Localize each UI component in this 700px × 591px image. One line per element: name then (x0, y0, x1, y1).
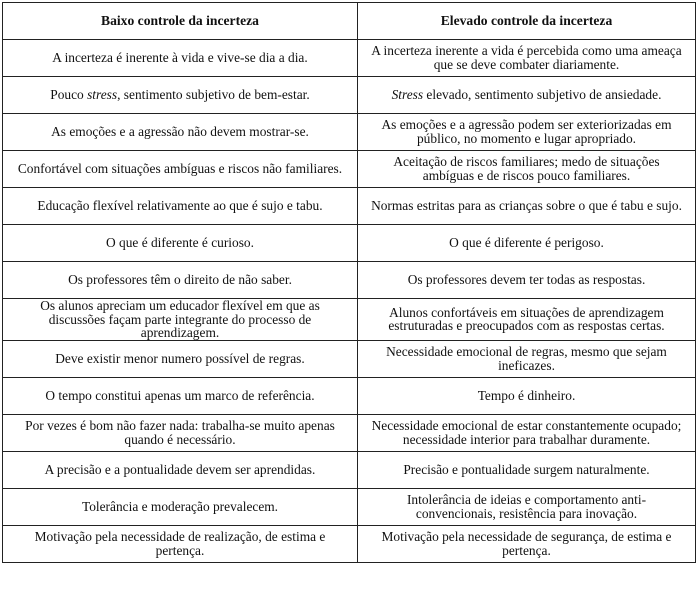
cell-high: Normas estritas para as crianças sobre o que é tabu e sujo. (358, 188, 696, 225)
cell-low: Confortável com situações ambíguas e riscos não familiares. (3, 151, 358, 188)
table-row (3, 151, 696, 188)
table-row (3, 299, 696, 341)
cell-text-italic: Stress (391, 87, 424, 103)
cell-text: Pouco (50, 87, 88, 103)
cell-low: A precisão e a pontualidade devem ser aprendidas. (3, 451, 358, 488)
cell-low: As emoções e a agressão não devem mostrar-se. (3, 114, 358, 151)
cell-high: As emoções e a agressão podem ser exteriorizadas em público, no momento e lugar apropriado. (358, 114, 696, 151)
table-row (3, 414, 696, 451)
cell-high: A incerteza inerente a vida é percebida como uma ameaça que se deve combater diariamente. (358, 40, 696, 77)
cell-low: Os professores têm o direito de não saber. (3, 262, 358, 299)
table-row (3, 377, 696, 414)
cell-high: O que é diferente é perigoso. (358, 225, 696, 262)
cell-low: A incerteza é inerente à vida e vive-se dia a dia. (3, 40, 358, 77)
table-row (3, 40, 696, 77)
cell-high: Os professores devem ter todas as respostas. (358, 262, 696, 299)
cell-low: O tempo constitui apenas um marco de referência. (3, 377, 358, 414)
cell-high: Aceitação de riscos familiares; medo de situações ambíguas e de riscos pouco familiares. (358, 151, 696, 188)
table-header-row (3, 3, 696, 40)
table-row (3, 525, 696, 562)
cell-low: Motivação pela necessidade de realização, de estima e pertença. (3, 525, 358, 562)
cell-text-italic: stress (87, 87, 118, 103)
cell-high: Intolerância de ideias e comportamento anti-convencionais, resistência para inovação. (358, 488, 696, 525)
cell-high: Motivação pela necessidade de segurança, de estima e pertença. (358, 525, 696, 562)
table-row (3, 451, 696, 488)
cell-low: Educação flexível relativamente ao que é sujo e tabu. (3, 188, 358, 225)
table-row (3, 262, 696, 299)
cell-high: Alunos confortáveis em situações de aprendizagem estruturadas e preocupados com as respostas certas. (358, 299, 696, 341)
header-low-control: Baixo controle da incerteza (3, 3, 358, 40)
cell-text: , sentimento subjetivo de bem-estar. (117, 87, 310, 103)
uncertainty-avoidance-table (2, 2, 696, 563)
table-row (3, 188, 696, 225)
header-high-control: Elevado controle da incerteza (358, 3, 696, 40)
cell-high: Precisão e pontualidade surgem naturalmente. (358, 451, 696, 488)
table-row (3, 340, 696, 377)
cell-high: Necessidade emocional de estar constantemente ocupado; necessidade interior para trabalhar duramente. (358, 414, 696, 451)
cell-low: Deve existir menor numero possível de regras. (3, 340, 358, 377)
cell-text: elevado, sentimento subjetivo de ansiedade. (423, 87, 662, 103)
table-row (3, 77, 696, 114)
cell-low: O que é diferente é curioso. (3, 225, 358, 262)
cell-high (358, 77, 696, 114)
cell-low: Por vezes é bom não fazer nada: trabalha-se muito apenas quando é necessário. (3, 414, 358, 451)
table-row (3, 225, 696, 262)
table-row (3, 488, 696, 525)
cell-low (3, 77, 358, 114)
cell-low: Os alunos apreciam um educador flexível em que as discussões façam parte integrante do processo de aprendizagem. (3, 299, 358, 341)
cell-high: Necessidade emocional de regras, mesmo que sejam ineficazes. (358, 340, 696, 377)
cell-high: Tempo é dinheiro. (358, 377, 696, 414)
cell-low: Tolerância e moderação prevalecem. (3, 488, 358, 525)
table-row (3, 114, 696, 151)
